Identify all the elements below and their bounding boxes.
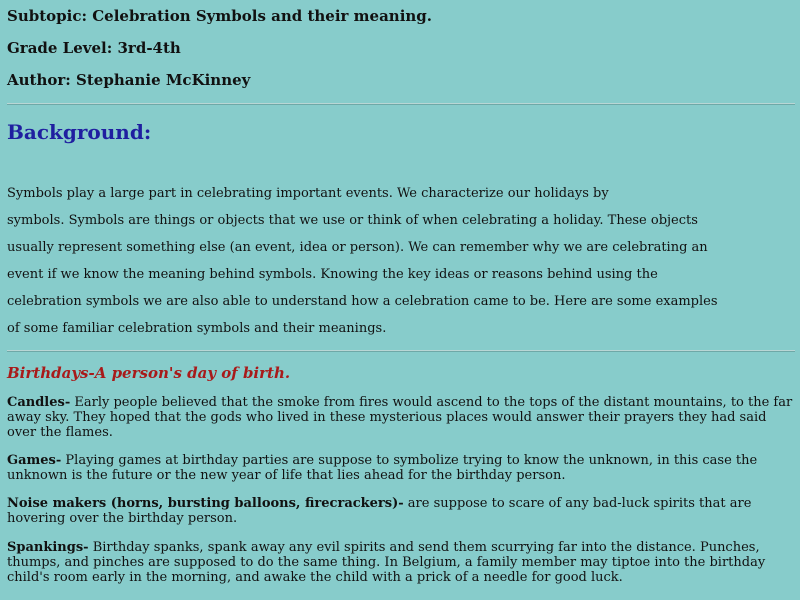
symbol-description: Early people believed that the smoke from fires would ascend to the tops of the distant mountains, to the far away sky. They hoped that the gods who lived in these mysterious places would answer their prayers they had said over the flames. xyxy=(7,395,793,440)
background-text-line: usually represent something else (an event, idea or person). We can remember why we are celebrating an xyxy=(7,240,708,255)
symbol-term: Games- xyxy=(7,453,62,468)
author-line: Author: Stephanie McKinney xyxy=(7,71,251,89)
background-heading: Background: xyxy=(7,120,152,144)
symbol-item-noise-makers xyxy=(7,496,795,526)
symbol-term: Candles- xyxy=(7,395,71,410)
grade-level-line: Grade Level: 3rd-4th xyxy=(7,39,181,57)
symbol-description: Birthday spanks, spank away any evil spirits and send them scurrying far into the distance. Punches, thumps, and pinches are supposed to do the same thing. In Belgium, a family member may tiptoe into the birthday child's room early in the morning, and awake the child with a prick of a needle for good luck. xyxy=(7,540,766,585)
birthdays-heading: Birthdays-A person's day of birth. xyxy=(7,364,291,382)
subtopic-line: Subtopic: Celebration Symbols and their meaning. xyxy=(7,7,433,25)
symbol-item-games xyxy=(7,453,795,483)
symbol-description: are suppose to scare of any bad-luck spirits that are hovering over the birthday person. xyxy=(7,496,752,526)
background-text-line: celebration symbols we are also able to understand how a celebration came to be. Here are some examples xyxy=(7,294,718,309)
symbol-term: Spankings- xyxy=(7,540,89,555)
section-divider xyxy=(7,350,795,352)
background-text-line: event if we know the meaning behind symbols. Knowing the key ideas or reasons behind using the xyxy=(7,267,658,282)
symbol-description: Playing games at birthday parties are suppose to symbolize trying to know the unknown, in this case the unknown is the future or the new year of life that lies ahead for the birthday person. xyxy=(7,453,758,483)
symbol-item-spankings xyxy=(7,540,795,585)
background-text-line: symbols. Symbols are things or objects that we use or think of when celebrating a holiday. These objects xyxy=(7,213,698,228)
background-text-line: of some familiar celebration symbols and their meanings. xyxy=(7,321,387,336)
symbol-term: Noise makers (horns, bursting balloons, firecrackers)- xyxy=(7,496,404,511)
symbol-item-candles xyxy=(7,395,795,440)
section-divider xyxy=(7,103,795,105)
background-text-line: Symbols play a large part in celebrating important events. We characterize our holidays by xyxy=(7,186,609,201)
